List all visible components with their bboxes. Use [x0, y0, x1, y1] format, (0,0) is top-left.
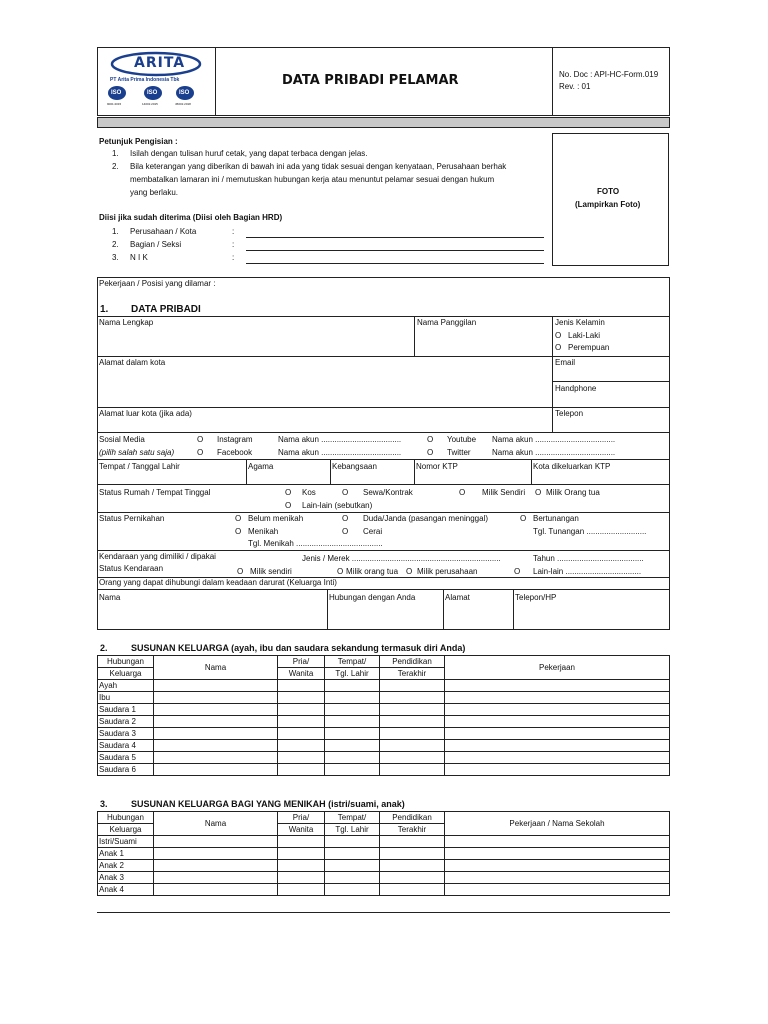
colon: :	[232, 240, 235, 249]
emergency-name-field[interactable]: Nama	[99, 593, 121, 602]
header-cell: Wanita	[278, 668, 325, 680]
v-sendiri-label: Milik sendiri	[250, 567, 292, 576]
nationality-field[interactable]: Kebangsaan	[332, 462, 377, 471]
list-number: 1.	[112, 227, 119, 236]
table-row[interactable]	[98, 704, 670, 716]
iso-standard: 14001:2015	[142, 102, 158, 106]
hrd-field-nik[interactable]	[246, 263, 544, 264]
emergency-phone-field[interactable]: Telepon/HP	[515, 593, 557, 602]
vehicle-brand[interactable]: Jenis / Merek ...................................................................	[302, 554, 501, 563]
header-cell: Pria/	[278, 812, 325, 824]
milik-sendiri-label: Milik Sendiri	[482, 488, 526, 497]
relation-cell: Saudara 1	[98, 704, 154, 716]
vehicle-status-label: Status Kendaraan	[99, 564, 164, 573]
radio-milik-sendiri[interactable]: O	[459, 488, 466, 497]
religion-field[interactable]: Agama	[248, 462, 274, 471]
header-cell: Tgl. Lahir	[325, 824, 380, 836]
relation-cell: Ibu	[98, 692, 154, 704]
twitter-account[interactable]: Nama akun ....................................	[492, 448, 616, 457]
company-logo	[104, 50, 208, 112]
header-cell: Hubungan	[98, 812, 154, 824]
email-field[interactable]: Email	[555, 358, 576, 367]
header-cell: Pekerjaan	[445, 656, 670, 680]
housing-label: Status Rumah / Tempat Tinggal	[99, 488, 211, 497]
radio-menikah[interactable]: O	[235, 527, 242, 536]
radio-facebook[interactable]: O	[197, 448, 204, 457]
full-name-field[interactable]: Nama Lengkap	[99, 318, 154, 327]
footer-rule	[97, 912, 670, 913]
instruction-text: Bila keterangan yang diberikan di bawah ini ada yang tidak sesuai dengan kenyataan, Perusahaan berhak	[130, 162, 507, 171]
kos-label: Kos	[302, 488, 316, 497]
header-cell: Tgl. Lahir	[325, 668, 380, 680]
revision: Rev. : 01	[559, 82, 591, 91]
photo-hint: (Lampirkan Foto)	[575, 200, 641, 209]
nickname-field[interactable]: Nama Panggilan	[417, 318, 477, 327]
sewa-label: Sewa/Kontrak	[363, 488, 413, 497]
hrd-field-company[interactable]	[246, 237, 544, 238]
iso-standard: 9001:2015	[107, 102, 122, 106]
relation-cell: Anak 1	[98, 848, 154, 860]
relation-cell: Anak 2	[98, 860, 154, 872]
social-media-label: Sosial Media	[99, 435, 145, 444]
photo-label: FOTO	[597, 187, 620, 196]
section-title: DATA PRIBADI	[131, 304, 201, 315]
header-cell: Nama	[154, 656, 278, 680]
radio-belum[interactable]: O	[235, 514, 242, 523]
table-row[interactable]	[98, 836, 670, 848]
header-cell: Hubungan	[98, 656, 154, 668]
instruction-text: membatalkan lamaran ini / memutuskan hubungan kerja atau menuntut pelamar sesuai dengan hukum	[130, 175, 495, 184]
list-number: 1.	[112, 149, 119, 158]
header-cell: Nama	[154, 812, 278, 836]
relation-cell: Saudara 4	[98, 740, 154, 752]
hrd-title: Diisi jika sudah diterima (Diisi oleh Bagian HRD)	[99, 213, 283, 222]
radio-v-ortu[interactable]: O	[337, 567, 344, 576]
list-number: 2.	[112, 240, 119, 249]
emergency-relation-field[interactable]: Hubungan dengan Anda	[329, 593, 416, 602]
header-cell: Pekerjaan / Nama Sekolah	[445, 812, 670, 836]
facebook-account[interactable]: Nama akun ....................................	[278, 448, 402, 457]
iso-badge: ISO	[111, 90, 122, 96]
table-row[interactable]	[98, 680, 670, 692]
radio-kos[interactable]: O	[285, 488, 292, 497]
v-ortu-label: Milik orang tua	[346, 567, 399, 576]
radio-male[interactable]: O	[555, 331, 562, 340]
v-lain-label[interactable]: Lain-lain ..................................	[533, 567, 642, 576]
radio-v-lain[interactable]: O	[514, 567, 521, 576]
position-label[interactable]: Pekerjaan / Posisi yang dilamar :	[99, 279, 216, 288]
relation-cell: Saudara 6	[98, 764, 154, 776]
tunangan-label: Bertunangan	[533, 514, 579, 523]
relation-cell: Saudara 2	[98, 716, 154, 728]
youtube-account[interactable]: Nama akun ....................................	[492, 435, 616, 444]
header-cell: Terakhir	[380, 824, 445, 836]
address-city-field[interactable]: Alamat dalam kota	[99, 358, 166, 367]
social-media-note: (pilih salah satu saja)	[99, 448, 175, 457]
company-name: PT Arita Prima Indonesia Tbk	[110, 77, 180, 83]
logo-text: ARITA	[134, 55, 186, 71]
duda-label: Duda/Janda (pasangan meninggal)	[363, 514, 488, 523]
radio-milik-ortu[interactable]: O	[535, 488, 542, 497]
header-cell: Terakhir	[380, 668, 445, 680]
menikah-label: Menikah	[248, 527, 279, 536]
table-row[interactable]	[98, 884, 670, 896]
instruction-text: Isilah dengan tulisan huruf cetak, yang dapat terbaca dengan jelas.	[130, 149, 368, 158]
header-cell: Tempat/	[325, 656, 380, 668]
relation-cell: Istri/Suami	[98, 836, 154, 848]
instagram-account[interactable]: Nama akun ....................................	[278, 435, 402, 444]
married-family-table	[97, 811, 670, 896]
emergency-label: Orang yang dapat dihubungi dalam keadaan darurat (Keluarga Inti)	[99, 578, 337, 587]
header-cell: Pendidikan	[380, 812, 445, 824]
gray-band	[97, 117, 670, 128]
gender-label: Jenis Kelamin	[555, 318, 605, 327]
radio-youtube[interactable]: O	[427, 435, 434, 444]
hrd-field-division[interactable]	[246, 250, 544, 251]
table-row[interactable]	[98, 752, 670, 764]
v-perusahaan-label: Milik perusahaan	[417, 567, 478, 576]
form-title: DATA PRIBADI PELAMAR	[282, 73, 459, 88]
emergency-address-field[interactable]: Alamat	[445, 593, 470, 602]
header-cell: Tempat/	[325, 812, 380, 824]
iso-badge: ISO	[179, 90, 190, 96]
radio-lain[interactable]: O	[285, 501, 292, 510]
engagement-date[interactable]: Tgl. Tunangan ...........................	[533, 527, 647, 536]
iso-badge: ISO	[147, 90, 158, 96]
list-number: 3.	[112, 253, 119, 262]
table-row[interactable]	[98, 848, 670, 860]
facebook-label: Facebook	[217, 448, 253, 457]
header-cell: Keluarga	[98, 668, 154, 680]
cerai-label: Cerai	[363, 527, 383, 536]
section-number: 2.	[100, 643, 108, 653]
radio-sewa[interactable]: O	[342, 488, 349, 497]
radio-duda[interactable]: O	[342, 514, 349, 523]
radio-cerai[interactable]: O	[342, 527, 349, 536]
instagram-label: Instagram	[217, 435, 253, 444]
ktp-city-field[interactable]: Kota dikeluarkan KTP	[533, 462, 611, 471]
lain-label: Lain-lain (sebutkan)	[302, 501, 373, 510]
radio-v-sendiri[interactable]: O	[237, 567, 244, 576]
wedding-date[interactable]: Tgl. Menikah .......................................	[248, 539, 383, 548]
hrd-label: Perusahaan / Kota	[130, 227, 197, 236]
header-cell: Wanita	[278, 824, 325, 836]
header-cell: Pendidikan	[380, 656, 445, 668]
twitter-label: Twitter	[447, 448, 471, 457]
instruction-text: yang berlaku.	[130, 188, 179, 197]
section-number: 1.	[100, 304, 109, 315]
instructions-title: Petunjuk Pengisian :	[99, 137, 178, 146]
radio-instagram[interactable]: O	[197, 435, 204, 444]
relation-cell: Anak 3	[98, 872, 154, 884]
relation-cell: Anak 4	[98, 884, 154, 896]
handphone-field[interactable]: Handphone	[555, 384, 597, 393]
table-row[interactable]	[98, 740, 670, 752]
relation-cell: Saudara 3	[98, 728, 154, 740]
table-row[interactable]	[98, 692, 670, 704]
header-cell: Keluarga	[98, 824, 154, 836]
header-cell: Pria/	[278, 656, 325, 668]
table-row[interactable]	[98, 728, 670, 740]
youtube-label: Youtube	[447, 435, 477, 444]
radio-tunangan[interactable]: O	[520, 514, 527, 523]
section-title: SUSUNAN KELUARGA BAGI YANG MENIKAH (istri/suami, anak)	[131, 799, 405, 809]
iso-standard: 45001:2018	[175, 102, 191, 106]
relation-cell: Saudara 5	[98, 752, 154, 764]
phone-field[interactable]: Telepon	[555, 409, 584, 418]
table-row[interactable]	[98, 860, 670, 872]
marital-label: Status Pernikahan	[99, 514, 165, 523]
table-row[interactable]	[98, 872, 670, 884]
hrd-label: N I K	[130, 253, 148, 262]
relation-cell: Ayah	[98, 680, 154, 692]
vehicle-label: Kendaraan yang dimiliki / dipakai	[99, 552, 216, 561]
gender-female-label: Perempuan	[568, 343, 610, 352]
table-row[interactable]	[98, 716, 670, 728]
gender-male-label: Laki-Laki	[568, 331, 601, 340]
colon: :	[232, 253, 235, 262]
ktp-number-field[interactable]: Nomor KTP	[416, 462, 458, 471]
hrd-label: Bagian / Seksi	[130, 240, 182, 249]
vehicle-year[interactable]: Tahun .......................................	[533, 554, 644, 563]
list-number: 2.	[112, 162, 119, 171]
table-row[interactable]	[98, 764, 670, 776]
milik-ortu-label: Milik Orang tua	[546, 488, 600, 497]
section-number: 3.	[100, 799, 108, 809]
doc-number: No. Doc : API-HC-Form.019	[559, 70, 659, 79]
address-outside-field[interactable]: Alamat luar kota (jika ada)	[99, 409, 192, 418]
birth-field[interactable]: Tempat / Tanggal Lahir	[99, 462, 180, 471]
family-table	[97, 655, 670, 776]
section-title: SUSUNAN KELUARGA (ayah, ibu dan saudara sekandung termasuk diri Anda)	[131, 643, 466, 653]
colon: :	[232, 227, 235, 236]
radio-v-perusahaan[interactable]: O	[406, 567, 413, 576]
radio-female[interactable]: O	[555, 343, 562, 352]
belum-label: Belum menikah	[248, 514, 304, 523]
radio-twitter[interactable]: O	[427, 448, 434, 457]
